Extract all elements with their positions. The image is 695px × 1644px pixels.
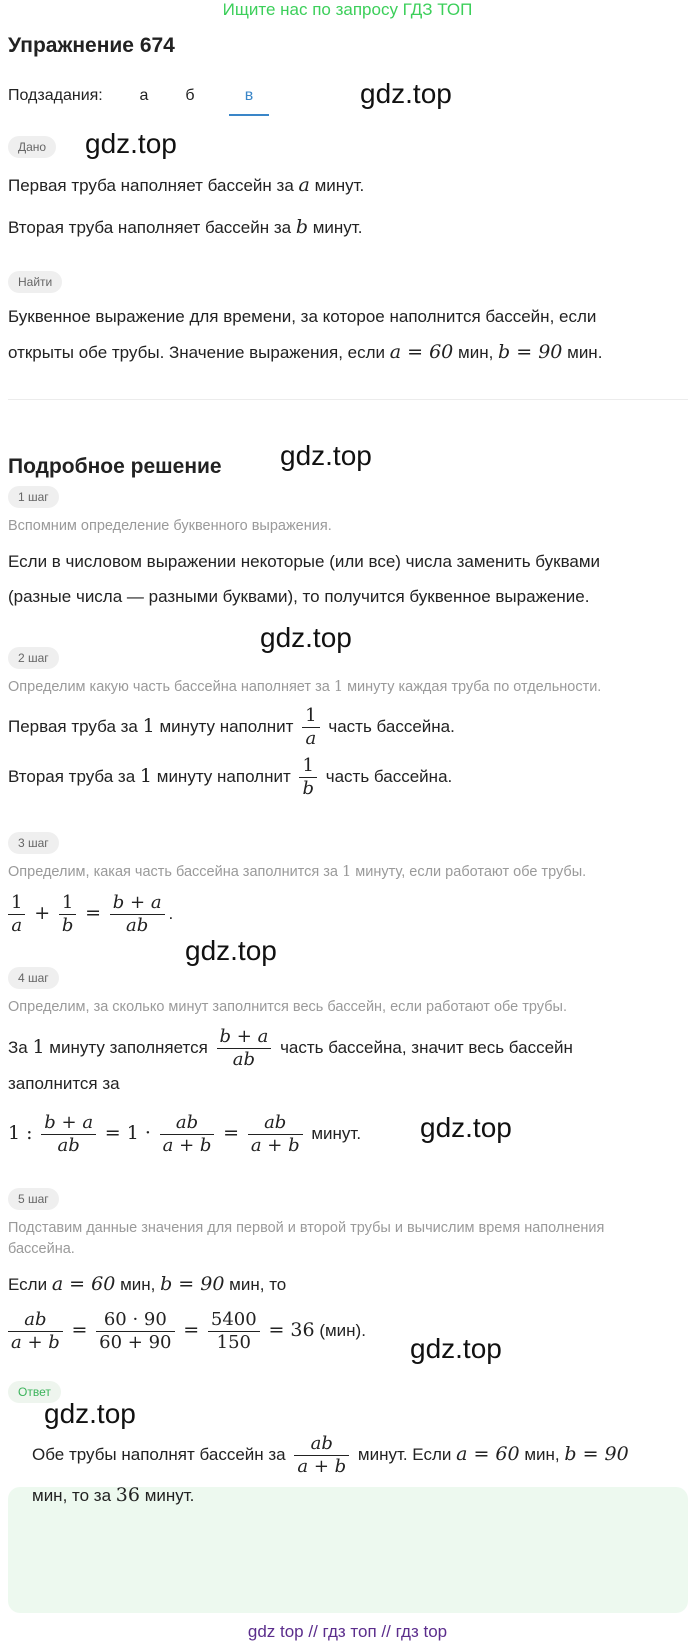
- step-2-chip: 2 шаг: [8, 647, 59, 669]
- step-5-chip: 5 шаг: [8, 1188, 59, 1210]
- given-chip: Дано: [8, 136, 56, 158]
- answer-line-1: Обе трубы наполнят бассейн за $\frac{ab}{a + b}$ минут. Если a = 60 мин, b = 90: [32, 1433, 629, 1478]
- fraction: $\frac{1}{b}$: [299, 755, 317, 800]
- footer-separator: //: [308, 1622, 318, 1641]
- tab-v[interactable]: в: [244, 87, 254, 104]
- step-1-note: Вспомним определение буквенного выражения.: [8, 518, 332, 534]
- step-3-note: Определим, какая часть бассейна заполнится за 1 минуту, если работают обе трубы.: [8, 864, 587, 880]
- step-4-line-2: заполнится за: [8, 1074, 120, 1093]
- watermark: gdz.top: [85, 128, 177, 159]
- page-title: Упражнение 674: [8, 34, 175, 57]
- step-1-chip: 1 шаг: [8, 486, 59, 508]
- step-4-note: Определим, за сколько минут заполнится весь бассейн, если работают обе трубы.: [8, 999, 567, 1015]
- answer-line-2: мин, то за 36 минут.: [32, 1484, 195, 1506]
- step-3-chip: 3 шаг: [8, 832, 59, 854]
- answer-chip: Ответ: [8, 1381, 61, 1403]
- footer-separator: //: [381, 1622, 391, 1641]
- tab-a[interactable]: а: [139, 87, 149, 104]
- divider: [8, 399, 688, 400]
- step-4-line-1: За 1 минуту заполняется $\frac{b + a}{ab}$ часть бассейна, значит весь бассейн: [8, 1026, 573, 1071]
- footer-links: [0, 1622, 695, 1642]
- subtasks-label: Подзадания:: [8, 87, 103, 104]
- watermark: gdz.top: [360, 78, 452, 109]
- given-line-2: Вторая труба наполняет бассейн за b минут.: [8, 216, 363, 238]
- find-chip: Найти: [8, 271, 62, 293]
- step-4-chip: 4 шаг: [8, 967, 59, 989]
- active-tab-indicator: [229, 114, 269, 116]
- find-line-2: открыты обе трубы. Значение выражения, если a = 60 мин, b = 90 мин.: [8, 341, 603, 363]
- footer-link-3[interactable]: гдз top: [395, 1622, 448, 1641]
- step-2-line-1: Первая труба за 1 минуту наполнит $\frac{1}{a}$ часть бассейна.: [8, 705, 455, 750]
- footer-link-1[interactable]: gdz top: [247, 1622, 304, 1641]
- watermark: gdz.top: [410, 1333, 502, 1364]
- step-5-note-1: Подставим данные значения для первой и второй трубы и вычислим время наполнения: [8, 1220, 605, 1236]
- watermark: gdz.top: [420, 1112, 512, 1143]
- footer-link-2[interactable]: гдз топ: [322, 1622, 377, 1641]
- step-5-line-1: Если a = 60 мин, b = 90 мин, то: [8, 1273, 287, 1295]
- watermark: gdz.top: [260, 622, 352, 653]
- top-banner[interactable]: Ищите нас по запросу ГДЗ ТОП: [222, 0, 473, 19]
- solution-title: Подробное решение: [8, 455, 222, 478]
- step-5-note-2: бассейна.: [8, 1241, 75, 1257]
- watermark: gdz.top: [280, 440, 372, 471]
- step-3-formula: $\frac{1}{a}$ + $\frac{1}{b}$ = $\frac{b + a}{ab}$ .: [8, 888, 173, 939]
- step-2-note: Определим какую часть бассейна наполняет за 1 минуту каждая труба по отдельности.: [8, 679, 602, 695]
- tab-b[interactable]: б: [185, 87, 195, 104]
- watermark: gdz.top: [44, 1398, 136, 1429]
- step-1-line-2: (разные числа — разными буквами), то получится буквенное выражение.: [8, 587, 590, 606]
- step-2-line-2: Вторая труба за 1 минуту наполнит $\frac{1}{b}$ часть бассейна.: [8, 755, 453, 800]
- step-4-formula: 1 : $\frac{b + a}{ab}$ = 1 · $\frac{ab}{a + b}$ = $\frac{ab}{a + b}$ минут.: [8, 1112, 362, 1157]
- watermark: gdz.top: [185, 935, 277, 966]
- step-5-formula: $\frac{ab}{a + b}$ = $\frac{60 \cdot 90}{60 + 90}$ = $\frac{5400}{150}$ = 36 (мин).: [8, 1305, 366, 1356]
- fraction: $\frac{1}{a}$: [302, 705, 319, 750]
- find-line-1: Буквенное выражение для времени, за которое наполнится бассейн, если: [8, 307, 597, 326]
- step-1-line-1: Если в числовом выражении некоторые (или все) числа заменить буквами: [8, 552, 601, 571]
- given-line-1: Первая труба наполняет бассейн за a минут.: [8, 174, 365, 196]
